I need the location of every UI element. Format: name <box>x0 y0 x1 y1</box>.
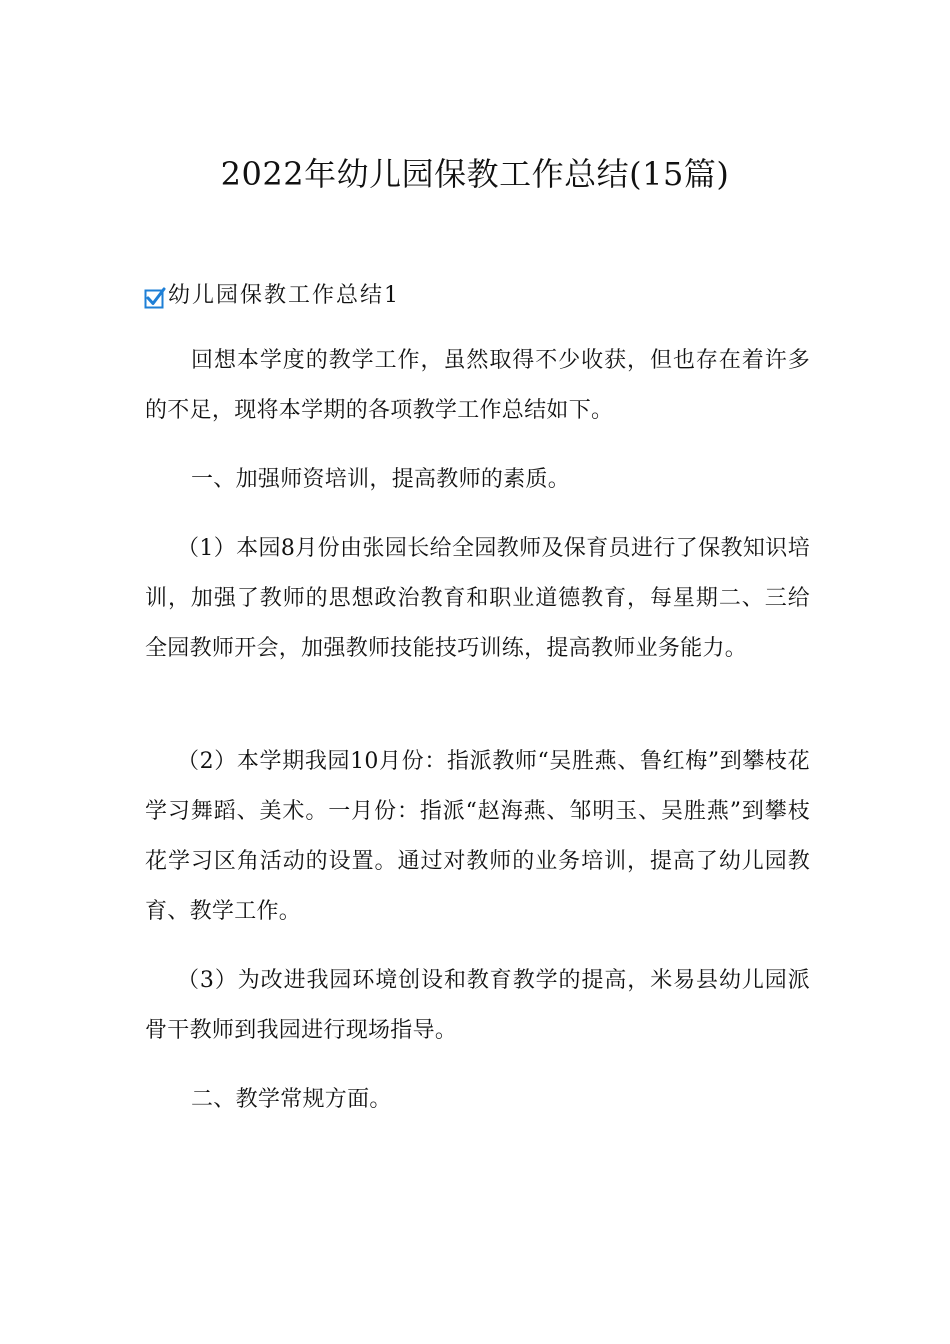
paragraph-intro: 回想本学度的教学工作，虽然取得不少收获，但也存在着许多的不足，现将本学期的各项教学工作总结如下。 <box>145 348 810 423</box>
paragraph-item-1: （1）本园8月份由张园长给全园教师及保育员进行了保教知识培训，加强了教师的思想政治教育和职业道德教育，每星期二、三给全园教师开会，加强教师技能技巧训练，提高教师业务能力。 <box>145 536 810 661</box>
section-heading-text: 幼儿园保教工作总结1 <box>168 282 400 308</box>
paragraph-heading-1: 一、加强师资培训，提高教师的素质。 <box>191 467 571 492</box>
paragraph-heading-2: 二、教学常规方面。 <box>191 1087 392 1112</box>
section-heading <box>144 276 400 310</box>
checkbox-checked-icon <box>144 287 166 309</box>
paragraph-item-3: （3）为改进我园环境创设和教育教学的提高，米易县幼儿园派骨干教师到我园进行现场指导。 <box>145 968 810 1043</box>
paragraph-item-2: （2）本学期我园10月份：指派教师“吴胜燕、鲁红梅”到攀枝花学习舞蹈、美术。一月份：指派“赵海燕、邹明玉、吴胜燕”到攀枝花学习区角活动的设置。通过对教师的业务培训，提高了幼儿园教育、教学工作。 <box>145 749 810 924</box>
document-title: 2022年幼儿园保教工作总结(15篇) <box>220 155 730 193</box>
